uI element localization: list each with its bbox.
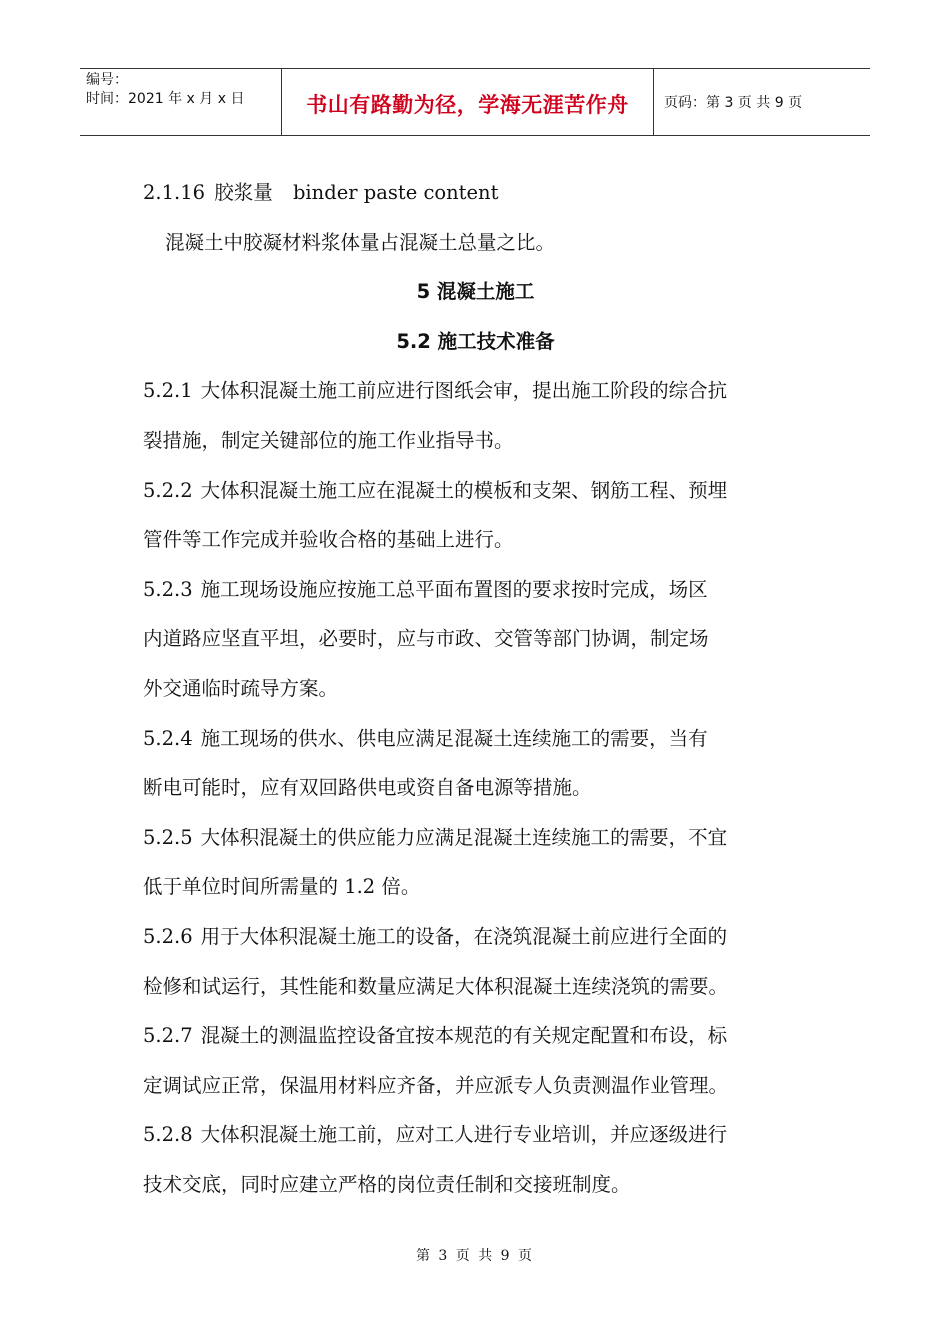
clause-text: 断电可能时，应有双回路供电或资自备电源等措施。 xyxy=(143,776,592,800)
clause-line xyxy=(143,1110,808,1160)
header-page-number: 页码：第 3 页 共 9 页 xyxy=(664,95,803,111)
clause-text: 低于单位时间所需量的 1.2 倍。 xyxy=(143,875,421,899)
clause-number: 5.2.1 xyxy=(143,379,193,403)
clause-text: 混凝土的测温监控设备宜按本规范的有关规定配置和布设，标 xyxy=(200,1024,728,1048)
clause-line xyxy=(143,664,808,714)
clause-line xyxy=(143,515,808,565)
clause-text: 大体积混凝土施工前，应对工人进行专业培训，并应逐级进行 xyxy=(200,1123,728,1147)
clause-text: 定调试应正常，保温用材料应齐备，并应派专人负责测温作业管理。 xyxy=(143,1073,729,1097)
term-definition: 混凝土中胶凝材料浆体量占混凝土总量之比。 xyxy=(165,230,556,254)
chapter-heading: 5 混凝土施工 xyxy=(416,280,535,304)
clause-number: 5.2.5 xyxy=(143,825,193,849)
clause-line xyxy=(143,912,808,962)
document-body xyxy=(143,168,808,1209)
clause-line xyxy=(143,416,808,466)
clause-number: 5.2.4 xyxy=(143,726,193,750)
clause-text: 检修和试运行，其性能和数量应满足大体积混凝土连续浇筑的需要。 xyxy=(143,974,729,998)
term-number: 2.1.16 xyxy=(143,181,206,204)
clause-line xyxy=(143,466,808,516)
clause-line xyxy=(143,1061,808,1111)
clause-line xyxy=(143,962,808,1012)
clause-number: 5.2.8 xyxy=(143,1123,193,1147)
term-name-en: binder paste content xyxy=(292,181,499,204)
clause-text: 大体积混凝土施工前应进行图纸会审，提出施工阶段的综合抗 xyxy=(200,379,728,403)
section-heading: 5.2 施工技术准备 xyxy=(396,329,555,353)
clause-line xyxy=(143,366,808,416)
clause-text: 技术交底，同时应建立严格的岗位责任制和交接班制度。 xyxy=(143,1172,631,1196)
clause-number: 5.2.7 xyxy=(143,1024,193,1048)
clause-line xyxy=(143,862,808,912)
clause-text: 内道路应坚直平坦，必要时，应与市政、交管等部门协调，制定场 xyxy=(143,627,709,651)
clause-line xyxy=(143,813,808,863)
header-page-info xyxy=(654,69,870,135)
clause-line xyxy=(143,614,808,664)
document-time: 时间：2021 年 x 月 x 日 xyxy=(86,91,245,107)
header-motto: 书山有路勤为径，学海无涯苦作舟 xyxy=(306,93,629,117)
clause-text: 外交通临时疏导方案。 xyxy=(143,676,339,700)
clause-text: 施工现场设施应按施工总平面布置图的要求按时完成，场区 xyxy=(200,577,708,601)
clause-text: 大体积混凝土施工应在混凝土的模板和支架、钢筋工程、预埋 xyxy=(200,478,728,502)
document-number-label: 编号： xyxy=(86,72,128,88)
term-name-cn: 胶浆量 xyxy=(214,181,273,204)
page-header xyxy=(80,68,870,136)
clause-line xyxy=(143,1011,808,1061)
clause-number: 5.2.2 xyxy=(143,478,193,502)
clause-list xyxy=(143,366,808,1209)
header-motto-cell xyxy=(282,69,654,135)
clause-number: 5.2.3 xyxy=(143,577,193,601)
clause-line xyxy=(143,714,808,764)
clause-text: 管件等工作完成并验收合格的基础上进行。 xyxy=(143,528,514,552)
clause-text: 施工现场的供水、供电应满足混凝土连续施工的需要，当有 xyxy=(200,726,708,750)
header-meta xyxy=(80,69,282,135)
clause-text: 裂措施，制定关键部位的施工作业指导书。 xyxy=(143,428,514,452)
clause-text: 用于大体积混凝土施工的设备，在浇筑混凝土前应进行全面的 xyxy=(200,924,728,948)
clause-number: 5.2.6 xyxy=(143,924,193,948)
clause-line xyxy=(143,565,808,615)
clause-line xyxy=(143,763,808,813)
page-footer: 第 3 页 共 9 页 xyxy=(415,1248,535,1264)
clause-line xyxy=(143,1160,808,1210)
term-entry xyxy=(143,168,808,218)
clause-text: 大体积混凝土的供应能力应满足混凝土连续施工的需要，不宜 xyxy=(200,825,728,849)
